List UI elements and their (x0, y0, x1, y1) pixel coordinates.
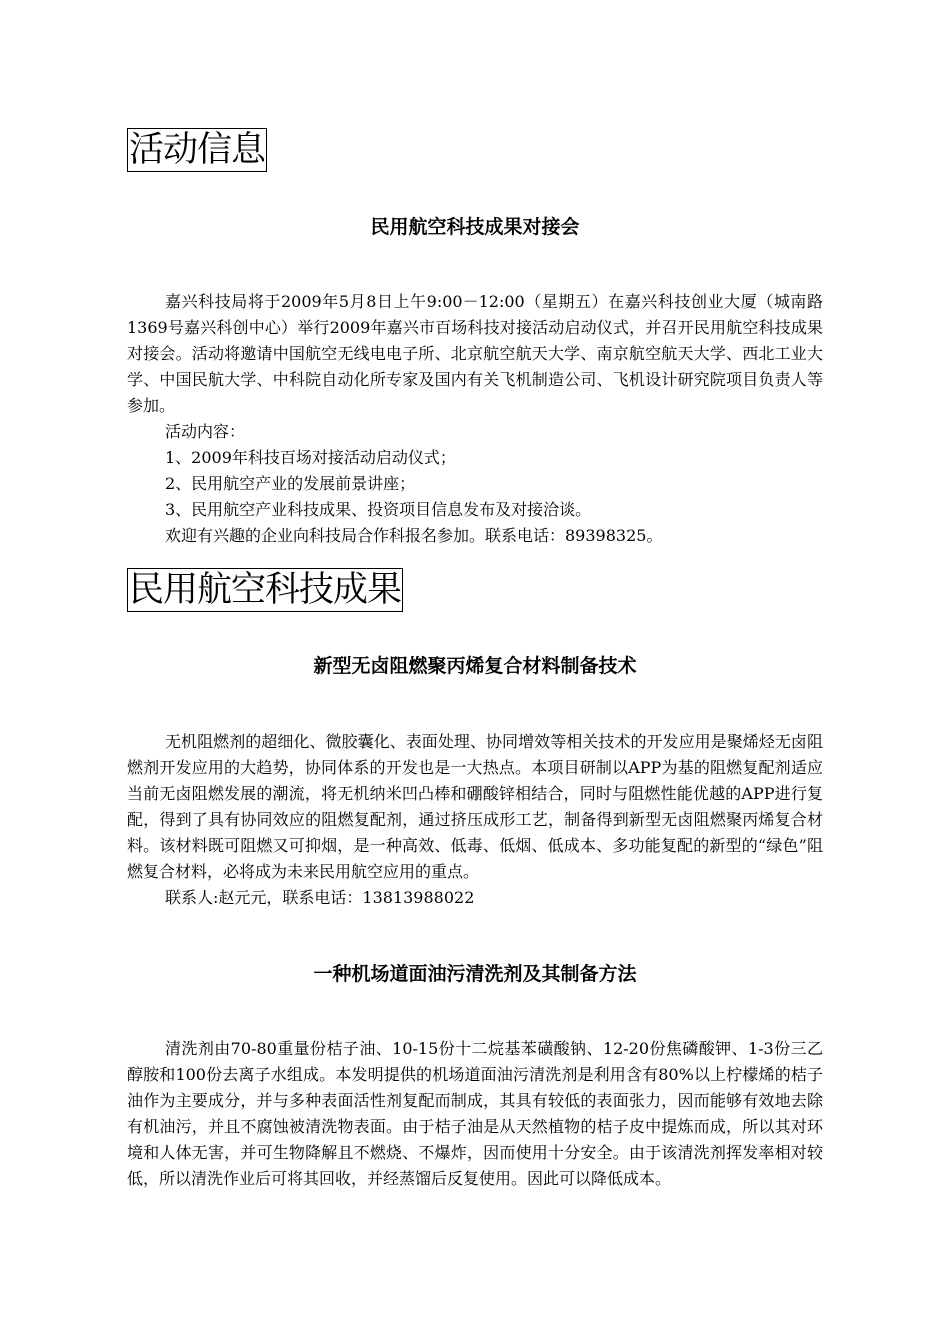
event-subtitle: 民用航空科技成果对接会 (370, 216, 580, 238)
event-item: 2、民用航空产业的发展前景讲座； (165, 474, 416, 493)
section-title-achievements: 民用航空科技成果 (129, 570, 402, 610)
event-paragraph: 嘉兴科技局将于2009年5月8日上午9:00－12:00（星期五）在嘉兴科技创业大厦（城南路1369号嘉兴科创中心）举行2009年嘉兴市百场科技对接活动启动仪式，并召开民用航空科技成果对接会。活动将邀请中国航空无线电电子所、北京航空航天大学、南京航空航天大学、西北工业大学、中国民航大学、中科院自动化所专家及国内有关飞机制造公司、飞机设计研究院项目负责人等参加。 (127, 292, 823, 415)
event-item: 3、民用航空产业科技成果、投资项目信息发布及对接洽谈。 (165, 500, 592, 519)
article2-subtitle: 一种机场道面油污清洗剂及其制备方法 (313, 963, 637, 985)
section-title-event-info: 活动信息 (129, 130, 266, 170)
event-content-label: 活动内容： (165, 422, 246, 441)
event-item: 1、2009年科技百场对接活动启动仪式； (165, 448, 456, 467)
article1-contact: 联系人:赵元元，联系电话：13813988022 (165, 888, 475, 907)
event-closing: 欢迎有兴趣的企业向科技局合作科报名参加。联系电话：89398325。 (165, 526, 663, 545)
article1-paragraph: 无机阻燃剂的超细化、微胶囊化、表面处理、协同增效等相关技术的开发应用是聚烯烃无卤阻燃剂开发应用的大趋势，协同体系的开发也是一大热点。本项目研制以APP为基的阻燃复配剂适应当前无卤阻燃发展的潮流，将无机纳米凹凸棒和硼酸锌相结合，同时与阻燃性能优越的APP进行复配，得到了具有协同效应的阻燃复配剂，通过挤压成形工艺，制备得到新型无卤阻燃聚丙烯复合材料。该材料既可阻燃又可抑烟，是一种高效、低毒、低烟、低成本、多功能复配的新型的“绿色”阻燃复合材料，必将成为未来民用航空应用的重点。 (127, 732, 823, 881)
article2-paragraph: 清洗剂由70-80重量份桔子油、10-15份十二烷基苯磺酸钠、12-20份焦磷酸钾、1-3份三乙醇胺和100份去离子水组成。本发明提供的机场道面油污清洗剂是利用含有80%以上柠檬烯的桔子油作为主要成分，并与多种表面活性剂复配而制成，其具有较低的表面张力，因而能够有效地去除有机油污，并且不腐蚀被清洗物表面。由于桔子油是从天然植物的桔子皮中提炼而成，所以其对环境和人体无害，并可生物降解且不燃烧、不爆炸，因而使用十分安全。由于该清洗剂挥发率相对较低，所以清洗作业后可将其回收，并经蒸馏后反复使用。因此可以降低成本。 (127, 1039, 823, 1188)
article1-body (127, 729, 823, 911)
event-body (127, 289, 823, 549)
article2-body (127, 1036, 823, 1192)
article1-subtitle: 新型无卤阻燃聚丙烯复合材料制备技术 (313, 655, 637, 677)
